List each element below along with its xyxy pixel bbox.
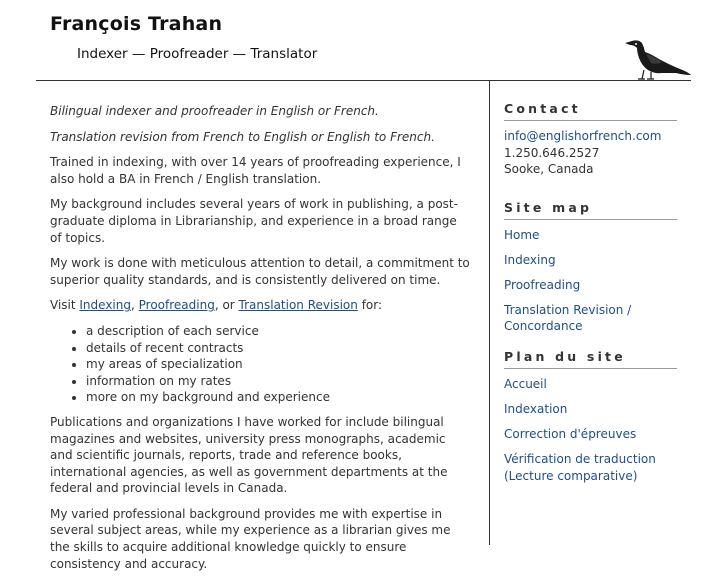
site-name: François Trahan	[50, 13, 223, 35]
nav-link-indexation[interactable]: Indexation	[504, 402, 568, 417]
paragraph-visit	[50, 297, 470, 314]
list-item: • more on my background and experience	[86, 389, 470, 406]
paragraph-training: Trained in indexing, with over 14 years of proofreading experience, I also hold a BA in French / English translation.	[50, 155, 461, 186]
nav-link-indexing[interactable]: Indexing	[504, 252, 556, 267]
plan-item-indexation	[504, 401, 677, 418]
intro-line-1: Bilingual indexer and proofreader in English or French.	[50, 104, 379, 118]
sidebar	[504, 101, 677, 498]
paragraph-quality: My work is done with meticulous attention to detail, a commitment to superior quality standards, and is consistently delivered on time.	[50, 256, 470, 287]
visit-prefix: Visit	[50, 298, 80, 313]
nav-link-accueil[interactable]: Accueil	[504, 376, 547, 391]
contact-heading: Contact	[504, 101, 677, 121]
plan-section	[504, 349, 677, 484]
nav-link-proofreading[interactable]: Proofreading	[504, 277, 581, 292]
sitemap-item-home	[504, 227, 677, 244]
contact-phone: 1.250.646.2527	[504, 145, 600, 160]
sitemap-heading: Site map	[504, 200, 677, 220]
sitemap-item-indexing	[504, 252, 677, 269]
plan-item-accueil	[504, 376, 677, 393]
nav-link-home[interactable]: Home	[504, 227, 540, 242]
nav-link-translation-revision[interactable]: Translation Revision / Concordance	[504, 302, 632, 334]
link-translation-revision[interactable]: Translation Revision	[238, 298, 358, 313]
site-tagline: Indexer — Proofreader — Translator	[77, 46, 318, 62]
sitemap-item-proofreading	[504, 277, 677, 294]
column-divider	[489, 81, 490, 545]
visit-suffix: for:	[357, 298, 383, 313]
contact-section	[504, 101, 677, 178]
plan-heading: Plan du site	[504, 349, 677, 369]
contact-email[interactable]: info@englishorfrench.com	[504, 129, 662, 143]
visit-sep-2: , or	[214, 298, 239, 313]
paragraph-expertise: My varied professional background provides me with expertise in several subject areas, while my experience as a librarian gives me the skills to acquire additional knowledge quickly to ensure consistency and accuracy.	[50, 506, 451, 571]
link-proofreading[interactable]: Proofreading	[138, 298, 215, 313]
main-content	[50, 103, 470, 581]
paragraph-publications: Publications and organizations I have worked for include bilingual magazines and websites, university press monographs, academic and scientific journals, reports, trade and reference books, international agencies, as well as government departments at the federal and provincial levels in Canada.	[50, 414, 448, 496]
sitemap-item-translation-revision	[504, 302, 677, 335]
sitemap-section	[504, 200, 677, 335]
list-item: • my areas of specialization	[86, 356, 470, 373]
services-list	[50, 323, 470, 406]
list-item: • information on my rates	[86, 373, 470, 390]
link-indexing[interactable]: Indexing	[79, 298, 131, 313]
header-divider	[36, 80, 691, 81]
plan-item-correction	[504, 426, 677, 443]
site-header	[0, 0, 727, 82]
sitemap-list	[504, 227, 677, 335]
nav-link-verification[interactable]: Vérification de traduction (Lecture comparative)	[504, 452, 656, 483]
paragraph-background: My background includes several years of work in publishing, a post-graduate diploma in Librarianship, and experience in a broad range of topics.	[50, 197, 458, 245]
list-item: • a description of each service	[86, 323, 470, 340]
crow-icon	[618, 34, 692, 80]
intro-line-2: Translation revision from French to English or English to French.	[50, 129, 435, 144]
contact-location: Sooke, Canada	[504, 162, 594, 176]
nav-link-correction[interactable]: Correction d'épreuves	[504, 427, 637, 442]
list-item: • details of recent contracts	[86, 340, 470, 357]
plan-item-verification	[504, 451, 677, 484]
contact-details	[504, 128, 677, 178]
plan-list	[504, 376, 677, 484]
visit-sep-1: ,	[130, 298, 139, 313]
